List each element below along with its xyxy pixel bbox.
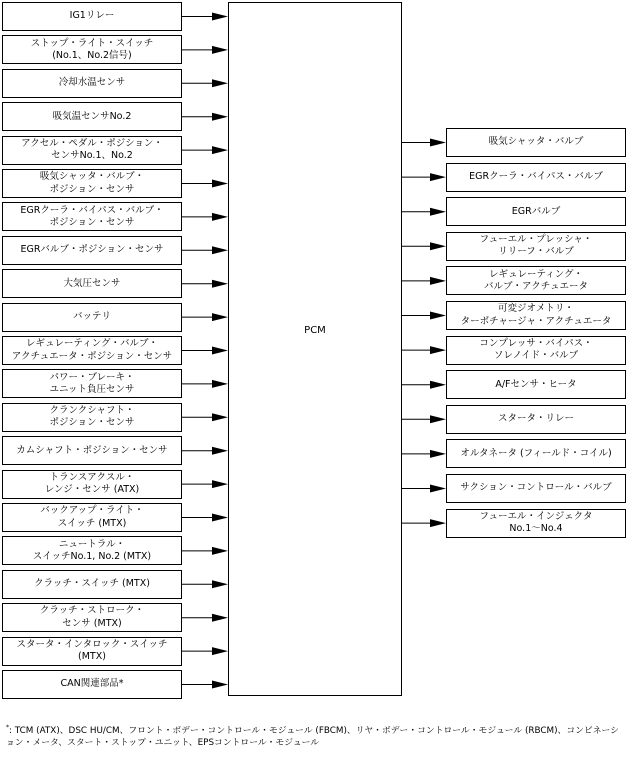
output-box: A/Fセンサ・ヒータ (446, 370, 626, 399)
input-box: 吸気温センサNo.2 (2, 102, 182, 131)
input-arrow (182, 146, 228, 154)
input-box: 大気圧センサ (2, 269, 182, 298)
input-arrow (182, 580, 228, 588)
input-arrow (182, 246, 228, 254)
output-arrow (402, 242, 446, 250)
input-box: 冷却水温センサ (2, 69, 182, 98)
input-box: カムシャフト・ポジション・センサ (2, 436, 182, 465)
pcm-label: PCM (304, 325, 326, 336)
output-arrow (402, 346, 446, 354)
input-arrow (182, 480, 228, 488)
input-box: EGRクーラ・バイパス・バルブ・ ポジション・センサ (2, 202, 182, 231)
input-arrow (182, 79, 228, 87)
input-box: クランクシャフト・ ポジション・センサ (2, 403, 182, 432)
input-arrow (182, 313, 228, 321)
output-arrow (402, 208, 446, 216)
output-box: レギュレーティング・ バルブ・アクチュエータ (446, 266, 626, 295)
input-box: EGRバルブ・ポジション・センサ (2, 236, 182, 265)
input-arrow (182, 514, 228, 522)
input-arrow (182, 213, 228, 221)
output-box: 吸気シャッタ・バルブ (446, 128, 626, 157)
input-arrow (182, 180, 228, 188)
output-box: フューエル・インジェクタ No.1～No.4 (446, 509, 626, 538)
footnote-mark: * (6, 724, 9, 731)
input-box: バックアップ・ライト・ スイッチ (MTX) (2, 503, 182, 532)
output-box: EGRクーラ・バイパス・バルブ (446, 163, 626, 192)
input-arrow (182, 347, 228, 355)
output-arrow (402, 277, 446, 285)
input-arrow (182, 681, 228, 689)
input-box: バッテリ (2, 303, 182, 332)
input-box: クラッチ・スイッチ (MTX) (2, 570, 182, 599)
input-box: クラッチ・ストローク・ センサ (MTX) (2, 603, 182, 632)
output-arrow (402, 485, 446, 493)
output-box: サクション・コントロール・バルブ (446, 474, 626, 503)
output-arrow (402, 415, 446, 423)
output-arrow (402, 312, 446, 320)
input-box: ストップ・ライト・スイッチ (No.1、No.2信号) (2, 35, 182, 64)
input-arrow (182, 13, 228, 21)
input-box: IG1リレー (2, 2, 182, 31)
footnote-text: : TCM (ATX)、DSC HU/CM、フロント・ボデー・コントロール・モジュール (FBCM)、リヤ・ボデー・コントロール・モジュール (RBCM)、コンビネーション・メータ、スタート・ストップ・ユニット、EPSコントロール・モジュール (6, 725, 619, 748)
output-box: コンプレッサ・バイパス・ ソレノイド・バルブ (446, 336, 626, 365)
output-arrow (402, 519, 446, 527)
output-arrow (402, 450, 446, 458)
input-arrow (182, 647, 228, 655)
input-box: トランスアクスル・ レンジ・センサ (ATX) (2, 470, 182, 499)
output-arrow (402, 381, 446, 389)
input-box: スタータ・インタロック・スイッチ (MTX) (2, 637, 182, 666)
output-box: フューエル・プレッシャ・ リリーフ・バルブ (446, 232, 626, 261)
input-arrow (182, 413, 228, 421)
output-arrow (402, 173, 446, 181)
input-arrow (182, 614, 228, 622)
footnote (6, 724, 621, 750)
input-arrow (182, 380, 228, 388)
input-box: 吸気シャッタ・バルブ・ ポジション・センサ (2, 169, 182, 198)
input-arrow (182, 113, 228, 121)
input-box: アクセル・ペダル・ポジション・ センサNo.1、No.2 (2, 136, 182, 165)
input-arrow (182, 547, 228, 555)
input-box: CAN関連部品* (2, 670, 182, 699)
input-arrow (182, 46, 228, 54)
output-arrow (402, 139, 446, 147)
output-box: EGRバルブ (446, 197, 626, 226)
input-box: ニュートラル・ スイッチNo.1, No.2 (MTX) (2, 536, 182, 565)
output-box: 可変ジオメトリ・ ターボチャージャ・アクチュエータ (446, 301, 626, 330)
input-arrow (182, 280, 228, 288)
input-box: レギュレーティング・バルブ・ アクチュエータ・ポジション・センサ (2, 336, 182, 365)
output-box: オルタネータ (フィールド・コイル) (446, 439, 626, 468)
output-box: スタータ・リレー (446, 405, 626, 434)
input-arrow (182, 447, 228, 455)
input-box: パワー・ブレーキ・ ユニット負圧センサ (2, 369, 182, 398)
